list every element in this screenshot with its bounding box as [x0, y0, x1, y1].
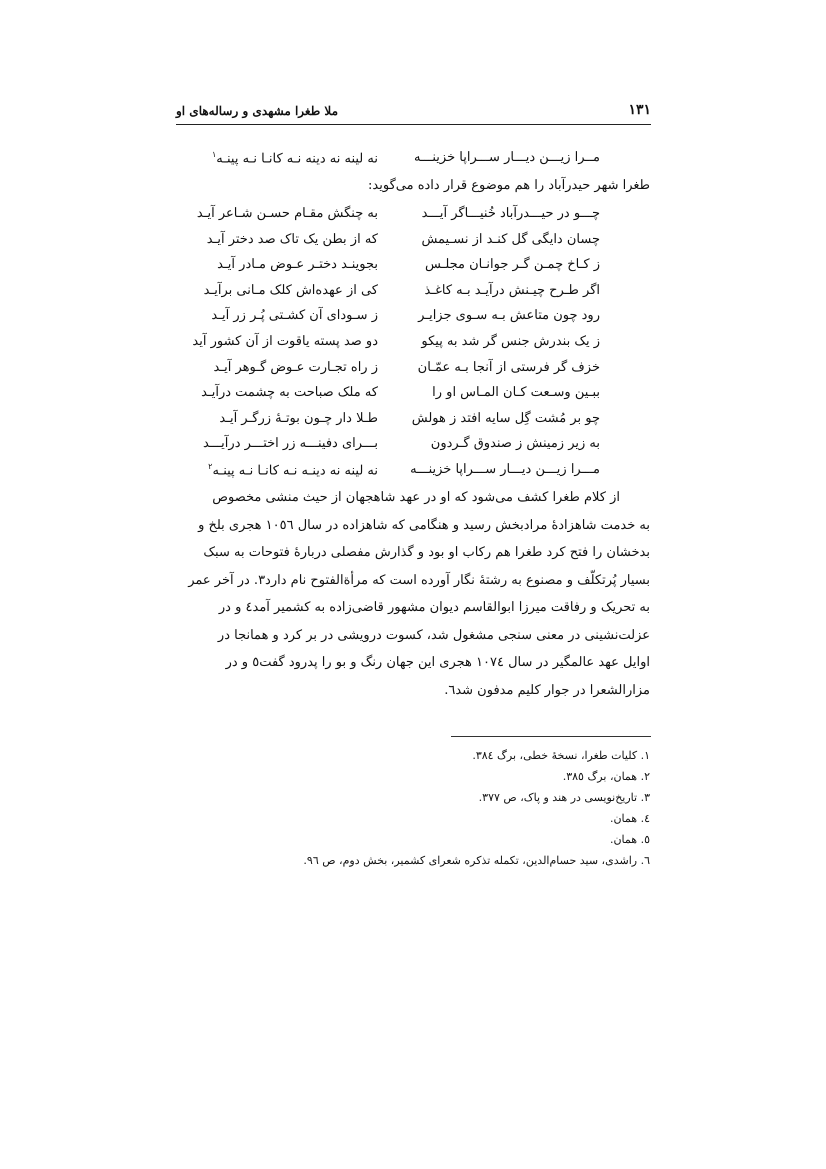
hemistich-right: مـــرا زیـــن دیـــار ســـراپا خزینـــه — [410, 462, 600, 477]
couplet — [202, 436, 600, 460]
couplet — [219, 410, 600, 435]
footnote-marker: ٢ — [208, 462, 213, 471]
hemistich-right: ز یک بندرش جنس گر شد به پیکو — [421, 334, 600, 349]
running-title: ملا طغرا مشهدی و رساله‌های او — [176, 104, 339, 118]
prose-line: عزلت‌نشینی در معنی سنجی مشغول شد، کسوت درویشی در بر کرد و همانجا در — [217, 627, 650, 643]
hemistich-left: که از بطن یک تاک صد دختر آیـد — [206, 231, 378, 247]
footnote: ٣. تاریخ‌نویسی در هند و پاک، ص ٣٧٧. — [478, 791, 650, 804]
hemistich-right: چو بر مُشت گِل سایه افتد ز هولش — [411, 410, 600, 426]
hemistich-right: مــرا زیـــن دیـــار ســـراپا خزینـــه — [413, 150, 600, 165]
page-number: ١٣١ — [628, 102, 651, 118]
hemistich-left: ز راه تجـارت عـوض گـوهر آیـد — [213, 359, 378, 375]
hemistich-right: خزف گر فرستی از آنجا بـه عمّـان — [417, 359, 600, 375]
footnote-divider — [451, 736, 651, 737]
couplet — [217, 257, 600, 281]
footnote: ١. کلیات طغرا، نسخهٔ خطی، برگ ٣٨٤. — [472, 749, 650, 762]
couplet — [196, 206, 600, 230]
hemistich-left: کی از عهده‌اش کلک مـانی برآیـد — [203, 282, 378, 298]
prose-line: اوایل عهد عالمگیر در سال ١٠٧٤ هجری این جهان رنگ و بو را پدرود گفت٥ و در — [225, 655, 650, 670]
intro-line: طغرا شهر حیدرآباد را هم موضوع قرار داده می‌گوید: — [368, 178, 650, 193]
hemistich-left: که ملک صباحت به چشمت درآیـد — [201, 385, 378, 401]
hemistich-left: نه لینه نه دینـه نـه کانـا نـه پینـه$^٢$ — [208, 462, 378, 479]
hemistich-left: دو صد پسته یاقوت از آن کشور آید — [192, 334, 378, 349]
hemistich-left: طـلا دار چـون بوتـهٔ زرگـر آیـد — [219, 410, 378, 426]
prose-line: به خدمت شاهزادهٔ مرادبخش رسید و هنگامی که شاهزاده در سال ١٠٥٦ هجری بلخ و — [198, 517, 650, 533]
hemistich-left: نه لینه نه دینه نـه کانـا نـه پینـه$^١$ — [211, 150, 378, 167]
prose-line: مزارالشعرا در جوار کلیم مدفون شد٦. — [444, 682, 650, 698]
hemistich-left: بـــرای دفینـــه زر اختـــر درآیـــد — [202, 436, 378, 452]
hemistich-right: ز کـاخ چمـن گـر جوانـان مجلـس — [424, 257, 600, 273]
hemistich-left: به چنگش مقـام حسـن شـاعر آیـد — [196, 206, 378, 221]
footnote: ٥. همان. — [609, 833, 650, 846]
hemistich-right: چسان دایگی گل کنـد از نسـیمش — [421, 231, 600, 247]
prose-line: به تحریک و رفاقت میرزا ابوالقاسم دیوان مشهور قاضی‌زاده به کشمیر آمد٤ و در — [218, 600, 650, 615]
footnote: ٤. همان. — [609, 812, 650, 825]
page-header — [176, 102, 651, 125]
hemistich-left: بجوینـد دختـر عـوض مـادر آیـد — [217, 257, 378, 273]
prose-line: بسیار پُرتکلّف و مصنوع به رشتهٔ نگار آورده است که مرأةالفتوح نام دارد٣. در آخر عمر — [188, 572, 650, 588]
couplet — [201, 385, 600, 409]
prose-line: از کلام طغرا کشف می‌شود که او در عهد شاهجهان از حیث منشی مخصوص — [212, 490, 620, 505]
footnote: ٦. راشدی، سید حسام‌الدین، تکمله تذکره شعرای کشمیر، بخش دوم، ص ٩٦. — [303, 854, 650, 867]
couplet — [211, 308, 600, 332]
footnote-marker: ١ — [211, 150, 217, 159]
hemistich-right: رود چون متاعش بـه سـوی جزایـر — [418, 308, 600, 324]
hemistich-left: ز سـودای آن کشـتی پُـر زر آیـد — [211, 308, 378, 324]
opening-couplet — [211, 150, 600, 174]
couplet — [192, 334, 600, 358]
footnote: ٢. همان، برگ ٣٨٥. — [562, 770, 650, 783]
hemistich-right: چـــو در حیـــدرآباد خُنیـــاگر آیـــد — [421, 206, 600, 221]
couplet — [208, 462, 600, 486]
hemistich-right: ببـین وسـعت کـان المـاس او را — [432, 385, 600, 401]
hemistich-right: به زیر زمینش ز صندوق گـردون — [430, 436, 600, 452]
prose-line: بدخشان را فتح کرد طغرا هم رکاب او بود و گذارش مفصلی دربارهٔ فتوحات به سبک — [203, 545, 650, 560]
hemistich-right: اگر طـرح چیـنش درآیـد بـه کاغـذ — [424, 282, 600, 298]
couplet — [203, 282, 600, 307]
couplet — [213, 359, 600, 384]
couplet — [206, 231, 600, 256]
